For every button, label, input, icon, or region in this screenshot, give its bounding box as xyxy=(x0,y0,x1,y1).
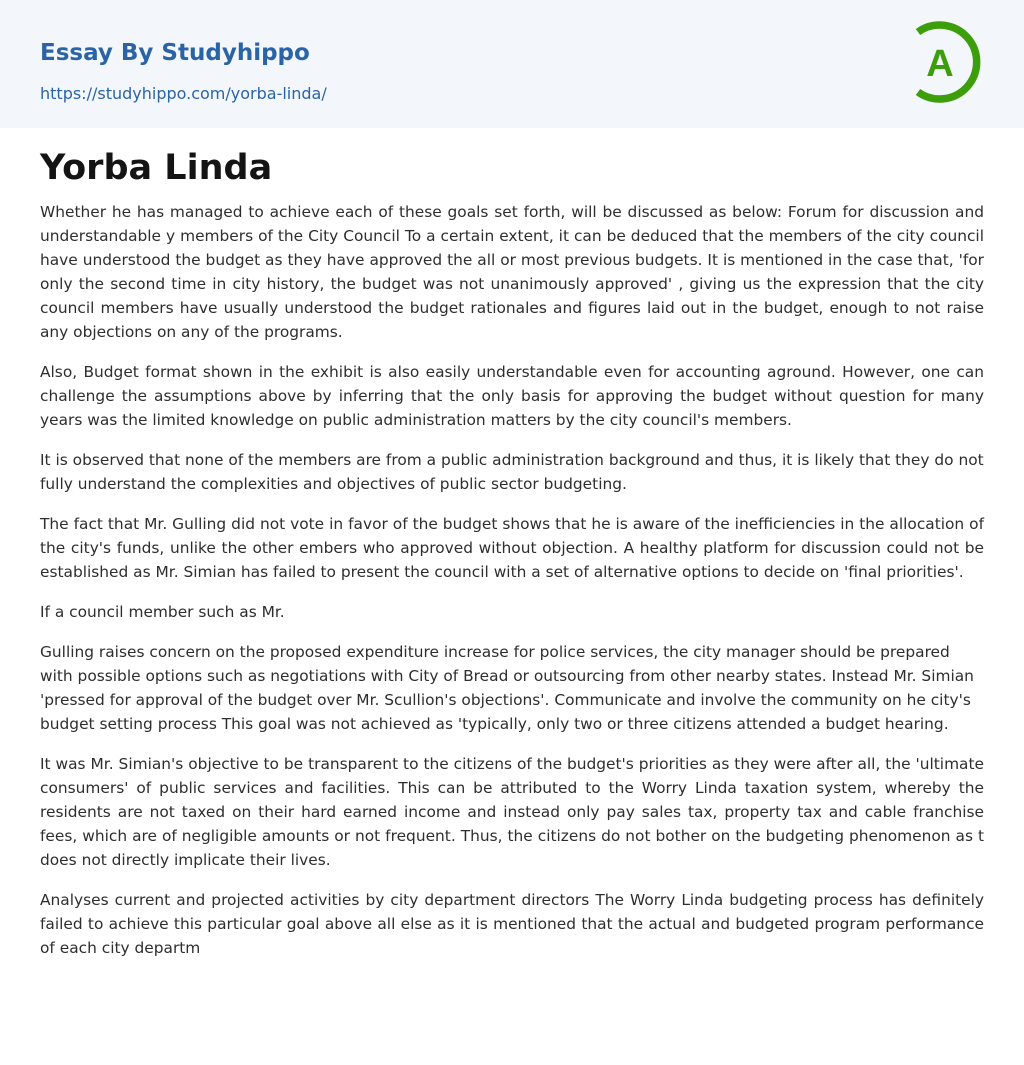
essay-paragraph: The fact that Mr. Gulling did not vote in favor of the budget shows that he is aware of the inefficiencies in the allocation of the city's funds, unlike the other embers who approved without objection. A healthy platform for discussion could not be established as Mr. Simian has failed to present the council with a set of alternative options to decide on 'final priorities'. xyxy=(40,515,984,581)
studyhippo-logo[interactable] xyxy=(910,18,988,106)
logo-arc-a-icon xyxy=(910,18,988,106)
essay-url-link[interactable]: https://studyhippo.com/yorba-linda/ xyxy=(40,84,327,103)
essay-paragraph: Also, Budget format shown in the exhibit is also easily understandable even for accounting aground. However, one can challenge the assumptions above by inferring that the only basis for approving the budget without question for many years was the limited knowledge on public administration matters by the city council's members. xyxy=(40,363,984,429)
essay-paragraph: It is observed that none of the members are from a public administration background and thus, it is likely that they do not fully understand the complexities and objectives of public sector budgeting. xyxy=(40,451,984,493)
essay-paragraph: If a council member such as Mr. xyxy=(40,603,285,621)
essay-paragraph: Analyses current and projected activities by city department directors The Worry Linda budgeting process has definitely failed to achieve this particular goal above all else as it is mentioned that the actual and budgeted program performance of each city departm xyxy=(40,891,984,957)
page-title: Yorba Linda xyxy=(40,148,273,188)
essay-paragraph: It was Mr. Simian's objective to be transparent to the citizens of the budget's priorities as they were after all, the 'ultimate consumers' of public services and facilities. This can be attributed to the Worry Linda taxation system, whereby the residents are not taxed on their hard earned income and instead only pay sales tax, property tax and cable franchise fees, which are of negligible amounts or not frequent. Thus, the citizens do not bother on the budgeting phenomenon as t does not directly implicate their lives. xyxy=(40,755,984,869)
svg-text:A: A xyxy=(926,43,954,85)
essay-paragraph: Whether he has managed to achieve each of these goals set forth, will be discussed as below: Forum for discussion and understandable y members of the City Council To a certain extent, it can be deduced that the members of the city council have understood the budget as they have approved the all or most previous budgets. It is mentioned in the case that, 'for only the second time in city history, the budget was not unanimously approved' , giving us the expression that the city council members have usually understood the budget rationales and figures laid out in the budget, enough to not raise any objections on any of the programs. xyxy=(40,203,984,341)
essay-paragraph: Gulling raises concern on the proposed expenditure increase for police services, the city manager should be prepared with possible options such as negotiations with City of Bread or outsourcing from other nearby states. Instead Mr. Simian 'pressed for approval of the budget over Mr. Scullion's objections'. Communicate and involve the community on he city's budget setting process This goal was not achieved as 'typically, only two or three citizens attended a budget hearing. xyxy=(40,643,974,733)
brand-title: Essay By Studyhippo xyxy=(40,40,310,66)
essay-body xyxy=(40,200,984,976)
